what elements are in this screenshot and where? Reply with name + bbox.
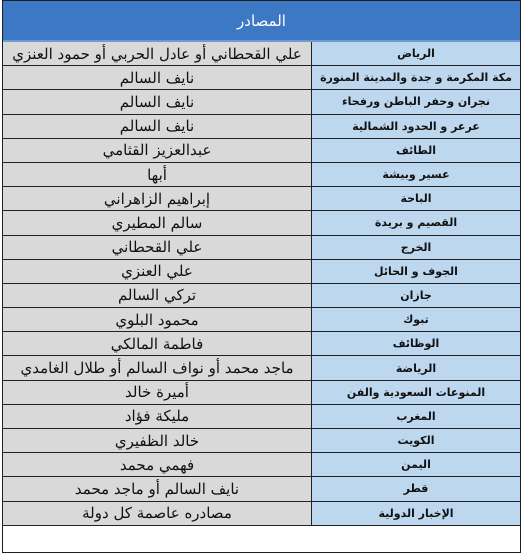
source-cell: نايف السالم — [3, 115, 311, 138]
table-row — [3, 260, 520, 284]
source-cell: مصادره عاصمة كل دولة — [3, 502, 311, 525]
source-cell: سالم المطيري — [3, 211, 311, 234]
table-row — [3, 356, 520, 380]
region-cell: الكويت — [311, 429, 520, 452]
source-cell: علي القحطاني — [3, 236, 311, 259]
table-row — [3, 429, 520, 453]
region-cell: القصيم و بريدة — [311, 211, 520, 234]
source-cell: فهمي محمد — [3, 453, 311, 476]
table-row — [3, 66, 520, 90]
table-title: المصادر — [3, 1, 520, 42]
table-row — [3, 187, 520, 211]
region-cell: عرعر و الحدود الشمالية — [311, 115, 520, 138]
source-cell: خالد الظفيري — [3, 429, 311, 452]
source-cell: مليكة فؤاد — [3, 405, 311, 428]
region-cell: المنوعات السعودية والفن — [311, 381, 520, 404]
table-row — [3, 381, 520, 405]
table-row — [3, 211, 520, 235]
source-cell: أميرة خالد — [3, 381, 311, 404]
table-row — [3, 477, 520, 501]
region-cell: المغرب — [311, 405, 520, 428]
source-cell: محمود البلوي — [3, 308, 311, 331]
table-row — [3, 139, 520, 163]
region-cell: الجوف و الحائل — [311, 260, 520, 283]
source-cell: أبها — [3, 163, 311, 186]
region-cell: تبوك — [311, 308, 520, 331]
table-row — [3, 453, 520, 477]
source-cell: فاطمة المالكي — [3, 332, 311, 355]
region-cell: الخرج — [311, 236, 520, 259]
region-cell: الطائف — [311, 139, 520, 162]
sources-table — [2, 0, 521, 553]
table-row — [3, 502, 520, 526]
source-cell: نايف السالم — [3, 90, 311, 113]
region-cell: عسير وبيشة — [311, 163, 520, 186]
table-row — [3, 163, 520, 187]
source-cell: نايف السالم أو ماجد محمد — [3, 477, 311, 500]
source-cell: إبراهيم الزاهراني — [3, 187, 311, 210]
source-cell: علي القحطاني أو عادل الحربي أو حمود العنزي — [3, 42, 311, 65]
table-body — [3, 42, 520, 526]
region-cell: الرياضة — [311, 356, 520, 379]
region-cell: الإخبار الدولية — [311, 502, 520, 525]
source-cell: نايف السالم — [3, 66, 311, 89]
region-cell: الرياض — [311, 42, 520, 65]
source-cell: ماجد محمد أو نواف السالم أو طلال الغامدي — [3, 356, 311, 379]
table-row — [3, 90, 520, 114]
table-row — [3, 236, 520, 260]
region-cell: الباحة — [311, 187, 520, 210]
region-cell: نجران وحفر الباطن ورفحاء — [311, 90, 520, 113]
source-cell: تركي السالم — [3, 284, 311, 307]
table-row — [3, 332, 520, 356]
region-cell: جازان — [311, 284, 520, 307]
source-cell: علي العنزي — [3, 260, 311, 283]
table-row — [3, 405, 520, 429]
table-row — [3, 284, 520, 308]
table-row — [3, 115, 520, 139]
source-cell: عبدالعزيز القثامي — [3, 139, 311, 162]
table-row — [3, 308, 520, 332]
region-cell: اليمن — [311, 453, 520, 476]
region-cell: الوظائف — [311, 332, 520, 355]
region-cell: قطر — [311, 477, 520, 500]
region-cell: مكة المكرمة و جدة والمدينة المنورة — [311, 66, 520, 89]
table-row — [3, 42, 520, 66]
